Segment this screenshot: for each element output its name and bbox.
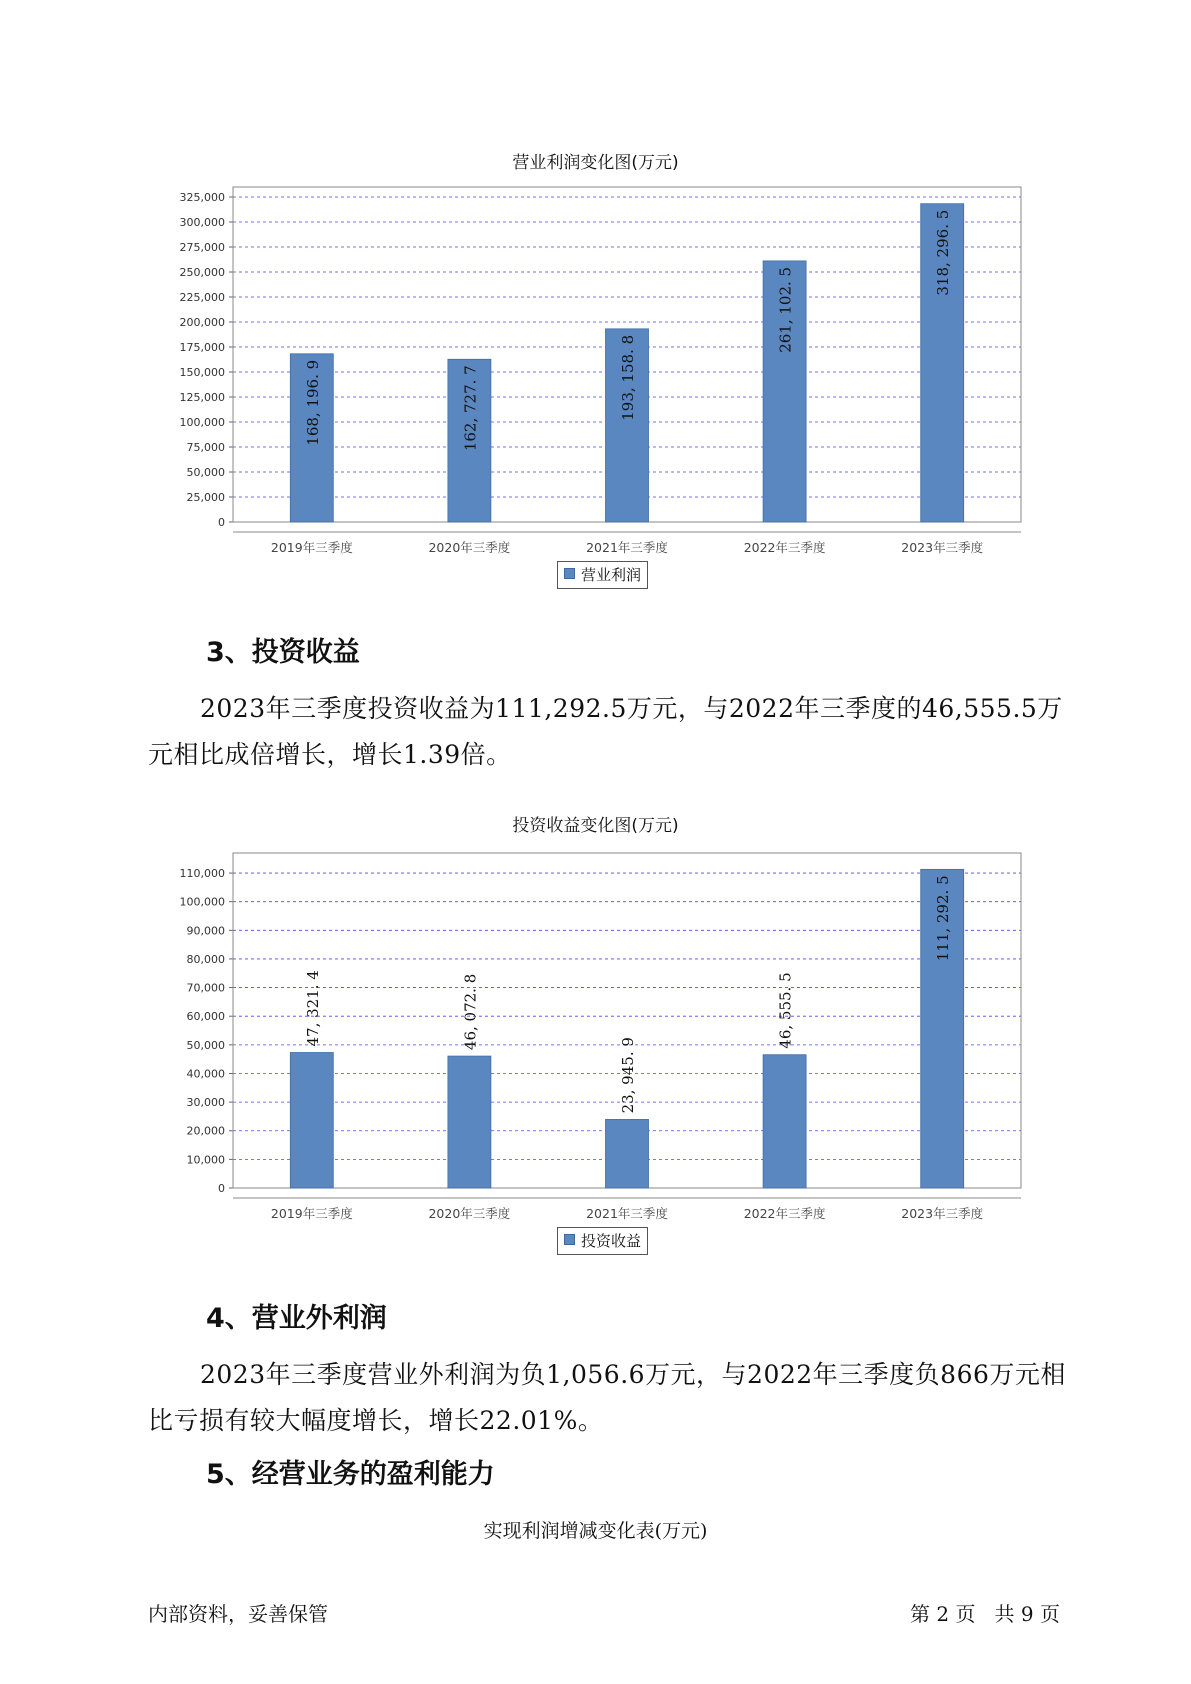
- bar-value-label: 46, 555. 5: [776, 972, 795, 1049]
- table-title: 实现利润增减变化表(万元): [483, 1520, 708, 1542]
- y-tick-label: 10,000: [186, 1153, 225, 1167]
- bar-value-label: 261, 102. 5: [776, 266, 795, 353]
- x-tick-label: 2020年三季度: [428, 1206, 511, 1221]
- y-tick-label: 75,000: [186, 441, 225, 454]
- y-tick-label: 150,000: [179, 366, 225, 379]
- x-tick-label: 2022年三季度: [743, 540, 826, 555]
- y-tick-label: 50,000: [186, 466, 225, 479]
- x-tick-label: 2023年三季度: [901, 540, 984, 555]
- footer-confidential-note: 内部资料，妥善保管: [148, 1602, 328, 1626]
- y-tick-label: 110,000: [179, 867, 225, 881]
- y-tick-label: 50,000: [186, 1038, 225, 1052]
- y-tick-label: 225,000: [179, 291, 225, 304]
- chart-legend-operating-profit: [557, 561, 648, 589]
- y-tick-label: 0: [218, 516, 225, 529]
- x-tick-label: 2023年三季度: [901, 1206, 984, 1221]
- investment-income-chart: [0, 836, 1191, 1221]
- y-tick-label: 325,000: [179, 191, 225, 204]
- x-tick-label: 2022年三季度: [743, 1206, 826, 1221]
- legend-label: 营业利润: [581, 566, 642, 584]
- footer-page-number: 第 2 页 共 9 页: [910, 1602, 1060, 1626]
- y-tick-label: 200,000: [179, 316, 225, 329]
- y-tick-label: 90,000: [186, 924, 225, 938]
- bar-value-label: 168, 196. 9: [303, 359, 322, 446]
- section-heading-non-operating-profit: 4、营业外利润: [206, 1303, 387, 1334]
- y-tick-label: 25,000: [186, 491, 225, 504]
- bar-value-label: 193, 158. 8: [619, 334, 637, 421]
- chart-legend-investment-income: [557, 1227, 648, 1255]
- y-tick-label: 175,000: [179, 341, 225, 354]
- y-tick-label: 300,000: [179, 216, 225, 229]
- y-tick-label: 30,000: [186, 1096, 225, 1110]
- x-tick-label: 2021年三季度: [586, 1206, 668, 1221]
- bar-value-label: 47, 321. 4: [303, 970, 322, 1047]
- y-tick-label: 40,000: [186, 1067, 225, 1081]
- bar-value-label: 162, 727. 7: [461, 365, 480, 452]
- bar-value-label: 23, 945. 9: [619, 1037, 637, 1114]
- y-tick-label: 275,000: [179, 241, 225, 254]
- paragraph-investment-income: 2023年三季度投资收益为111,292.5万元，与2022年三季度的46,555.5万元相比成倍增长，增长1.39倍。: [148, 694, 1063, 769]
- x-tick-label: 2020年三季度: [428, 540, 511, 555]
- y-tick-label: 20,000: [186, 1124, 225, 1138]
- section-heading-profitability: 5、经营业务的盈利能力: [206, 1459, 495, 1490]
- legend-swatch: [564, 568, 575, 579]
- legend-label: 投资收益: [581, 1232, 642, 1250]
- y-tick-label: 60,000: [186, 1010, 225, 1024]
- y-tick-label: 0: [218, 1182, 225, 1195]
- chart-title-operating-profit: 营业利润变化图(万元): [512, 153, 679, 173]
- section-heading-investment-income: 3、投资收益: [206, 637, 360, 668]
- y-tick-label: 125,000: [179, 391, 225, 404]
- bar: [290, 1053, 333, 1188]
- bar-value-label: 318, 296. 5: [934, 209, 953, 296]
- y-tick-label: 80,000: [186, 952, 225, 966]
- y-tick-label: 70,000: [186, 981, 225, 995]
- operating-profit-chart: [0, 170, 1191, 555]
- y-tick-label: 100,000: [179, 895, 225, 909]
- bar-value-label: 111, 292. 5: [934, 875, 953, 962]
- bar: [763, 1055, 806, 1188]
- y-tick-label: 100,000: [179, 416, 225, 429]
- bar-value-label: 46, 072. 8: [461, 973, 480, 1051]
- x-tick-label: 2021年三季度: [586, 540, 668, 555]
- bar: [448, 1056, 491, 1188]
- legend-swatch: [564, 1234, 575, 1245]
- x-tick-label: 2019年三季度: [270, 1206, 353, 1221]
- x-tick-label: 2019年三季度: [270, 540, 353, 555]
- paragraph-non-operating-profit: 2023年三季度营业外利润为负1,056.6万元，与2022年三季度负866万元相比亏损有较大幅度增长，增长22.01%。: [148, 1360, 1066, 1435]
- bar: [606, 1119, 649, 1188]
- chart-title-investment-income: 投资收益变化图(万元): [512, 816, 679, 836]
- y-tick-label: 250,000: [179, 266, 225, 279]
